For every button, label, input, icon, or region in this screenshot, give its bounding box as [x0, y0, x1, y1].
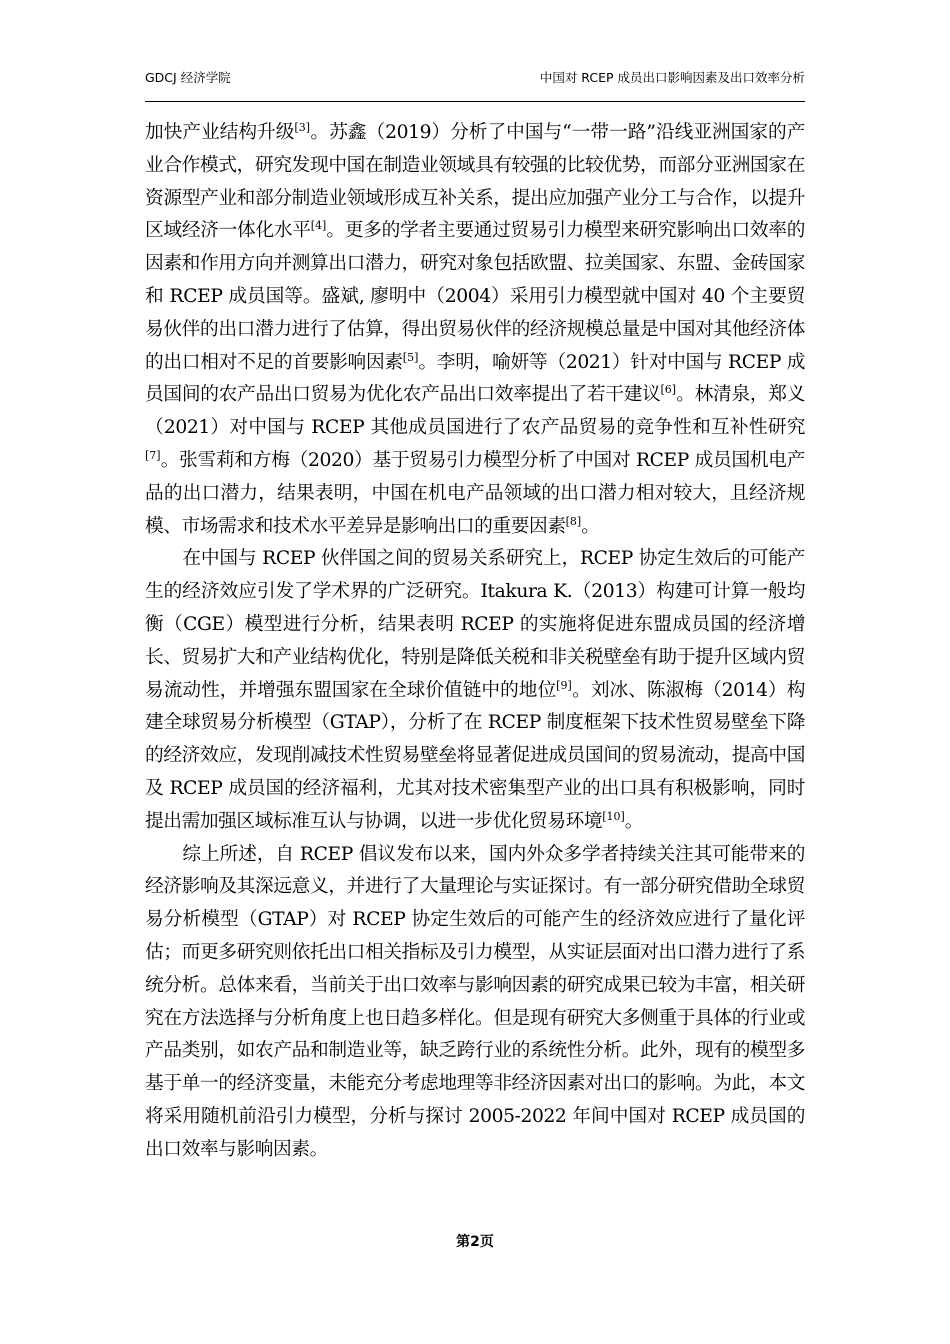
- citation-6: [6]: [660, 383, 677, 397]
- citation-7: [7]: [145, 448, 161, 462]
- body-text: [145, 117, 805, 1167]
- citation-5: [5]: [402, 350, 419, 364]
- paragraph-1: [145, 117, 805, 543]
- citation-8: [8]: [565, 514, 582, 528]
- header-divider: [145, 101, 805, 102]
- paragraph-text: 在中国与 RCEP 伙伴国之间的贸易关系研究上，RCEP 协定生效后的可能产生的经济效应引发了学术界的广泛研究。Itakura K.（2013）构建可计算一般均衡（CGE）模型进行分析，结果表明 RCEP 的实施将促进东盟成员国的经济增长、贸易扩大和产业结构优化，特别是降低关税和非关税壁垒有助于提升区域内贸易流动性，并增强东盟国家在全球价值链中的地位: [145, 548, 805, 701]
- paragraph-text: 。林清泉，郑义（2021）对中国与 RCEP 其他成员国进行了农产品贸易的竞争性和互补性研究: [145, 384, 805, 439]
- citation-9: [9]: [556, 678, 572, 692]
- paragraph-2: [145, 543, 805, 838]
- paragraph-text: 。李明，喻妍等（2021）针对中国与 RCEP 成员国间的农产品出口贸易为优化农产品出口效率提出了若干建议: [145, 351, 805, 406]
- paragraph-text: 。张雪莉和方梅（2020）基于贸易引力模型分析了中国对 RCEP 成员国机电产品的出口潜力，结果表明，中国在机电产品领域的出口潜力相对较大，且经济规模、市场需求和技术水平差异是影响出口的重要因素: [145, 449, 805, 537]
- citation-10: [10]: [602, 809, 625, 823]
- paragraph-text: 。: [581, 515, 600, 537]
- page-number: 第2页: [456, 1234, 494, 1250]
- header-school-label: GDCJ 经济学院: [145, 70, 231, 85]
- citation-4: [4]: [310, 219, 327, 233]
- paragraph-text: 加快产业结构升级: [145, 122, 295, 143]
- paragraph-text: 综上所述，自 RCEP 倡议发布以来，国内外众多学者持续关注其可能带来的经济影响及其深远意义，并进行了大量理论与实证探讨。有一部分研究借助全球贸易分析模型（GTAP）对 RCEP 协定生效后的可能产生的经济效应进行了量化评估；而更多研究则依托出口相关指标及引力模型，从实证层面对出口潜力进行了系统分析。总体来看，当前关于出口效率与影响因素的研究成果已较为丰富，相关研究在方法选择与分析角度上也日趋多样化。但是现有研究大多侧重于具体的行业或产品类别，如农产品和制造业等，缺乏跨行业的系统性分析。此外，现有的模型多基于单一的经济变量，未能充分考虑地理等非经济因素对出口的影响。为此，本文将采用随机前沿引力模型，分析与探讨 2005-2022 年间中国对 RCEP 成员国的出口效率与影响因素。: [145, 843, 805, 1160]
- paragraph-text: 。: [624, 810, 644, 832]
- paragraph-text: 。刘冰、陈淑梅（2014）构建全球贸易分析模型（GTAP），分析了在 RCEP 制度框架下技术性贸易壁垒下降的经济效应，发现削减技术性贸易壁垒将显著促进成员国间的贸易流动，提高中国及 RCEP 成员国的经济福利，尤其对技术密集型产业的出口具有积极影响，同时提出需加强区域标准互认与协调，以进一步优化贸易环境: [145, 679, 805, 832]
- paragraph-text: 。苏鑫（2019）分析了中国与“一带一路”沿线亚洲国家的产业合作模式，研究发现中国在制造业领域具有较强的比较优势，而部分亚洲国家在资源型产业和部分制造业领域形成互补关系，提出应加强产业分工与合作，以提升区域经济一体化水平: [145, 122, 805, 242]
- citation-3: [3]: [294, 120, 311, 134]
- paragraph-3: [145, 839, 805, 1167]
- paragraph-text: 。更多的学者主要通过贸易引力模型来研究影响出口效率的因素和作用方向并测算出口潜力，研究对象包括欧盟、拉美国家、东盟、金砖国家和 RCEP 成员国等。盛斌, 廖明中（2004）采用引力模型就中国对 40 个主要贸易伙伴的出口潜力进行了估算，得出贸易伙伴的经济规模总量是中国对其他经济体的出口相对不足的首要影响因素: [145, 220, 805, 373]
- header-paper-title: 中国对 RCEP 成员出口影响因素及出口效率分析: [539, 70, 805, 85]
